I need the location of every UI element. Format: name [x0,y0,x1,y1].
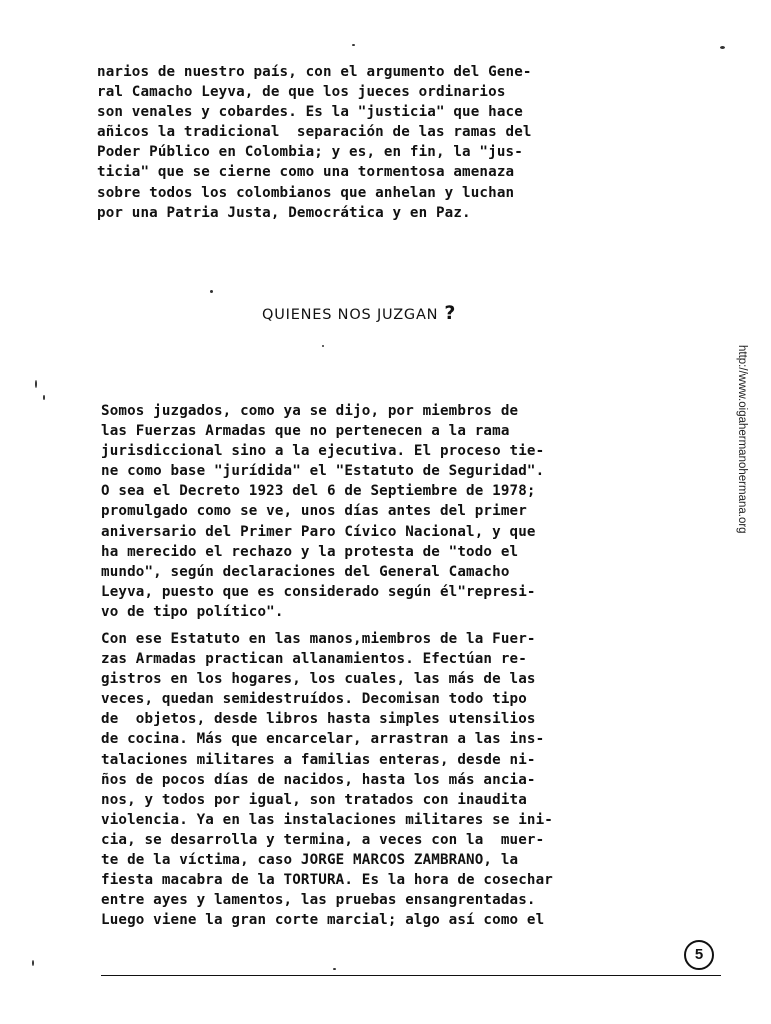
text-line: jurisdiccional sino a la ejecutiva. El proceso tie- [101,443,545,460]
scan-speck [333,968,336,970]
text-line: Luego viene la gran corte marcial; algo así como el [101,912,545,929]
side-url-watermark: http://www.oigahermanohermana.org [736,345,748,534]
text-line: las Fuerzas Armadas que no pertenecen a la rama [101,423,510,440]
section-heading [262,302,456,324]
text-line: Leyva, puesto que es considerado según él"represi- [101,583,536,600]
text-line: talaciones militares a familias enteras, desde ni- [101,751,536,768]
text-line: ral Camacho Leyva, de que los jueces ordinarios [97,84,506,101]
text-line: ticia" que se cierne como una tormentosa amenaza [97,164,515,181]
scan-speck [35,380,37,388]
text-line: ha merecido el rechazo y la protesta de "todo el [101,543,519,560]
paragraph-top [97,62,532,223]
bottom-rule [101,975,721,976]
text-line: vo de tipo político". [101,603,284,620]
text-line: de cocina. Más que encarcelar, arrastran a las ins- [101,731,545,748]
text-line: sobre todos los colombianos que anhelan y luchan [97,184,515,201]
text-line: mundo", según declaraciones del General Camacho [101,563,510,580]
text-line: te de la víctima, caso JORGE MARCOS ZAMBRANO, la [101,852,519,869]
text-line: narios de nuestro país, con el argumento del Gene- [97,64,532,80]
text-line: nos, y todos por igual, son tratados con inaudita [101,791,527,808]
text-line: fiesta macabra de la TORTURA. Es la hora de cosechar [101,872,553,889]
scan-speck [43,395,45,400]
text-line: Poder Público en Colombia; y es, en fin, la "jus- [97,144,523,161]
text-line: O sea el Decreto 1923 del 6 de Septiembre de 1978; [101,483,536,500]
text-line: Somos juzgados, como ya se dijo, por miembros de [101,403,519,419]
text-line: cia, se desarrolla y termina, a veces con la muer- [101,831,545,848]
text-line: añicos la tradicional separación de las ramas del [97,124,532,141]
text-line: veces, quedan semidestruídos. Decomisan todo tipo [101,691,527,708]
text-line: aniversario del Primer Paro Cívico Nacional, y que [101,523,536,540]
text-line: entre ayes y lamentos, las pruebas ensangrentadas. [101,892,536,909]
scan-speck [720,46,725,49]
paragraph-2 [101,629,553,930]
text-line: gistros en los hogares, los cuales, las más de las [101,671,536,688]
scan-speck [322,345,324,347]
scan-speck [352,44,355,46]
text-line: promulgado como se ve, unos días antes del primer [101,503,527,520]
page-number: 5 [684,940,714,970]
text-line: ños de pocos días de nacidos, hasta los más ancia- [101,771,536,788]
text-line: de objetos, desde libros hasta simples utensilios [101,711,536,728]
text-line: Con ese Estatuto en las manos,miembros de la Fuer- [101,631,536,647]
text-line: por una Patria Justa, Democrática y en Paz. [97,204,471,221]
section-heading-question-mark: ? [444,302,457,324]
text-line: son venales y cobardes. Es la "justicia" que hace [97,104,523,121]
scan-speck [210,290,213,293]
text-line: zas Armadas practican allanamientos. Efectúan re- [101,651,527,668]
text-line: ne como base "jurídida" el "Estatuto de Seguridad". [101,463,545,480]
scan-speck [32,960,34,966]
section-heading-text: QUIENES NOS JUZGAN [262,307,439,323]
text-line: violencia. Ya en las instalaciones militares se ini- [101,811,553,828]
paragraph-1 [101,401,544,622]
